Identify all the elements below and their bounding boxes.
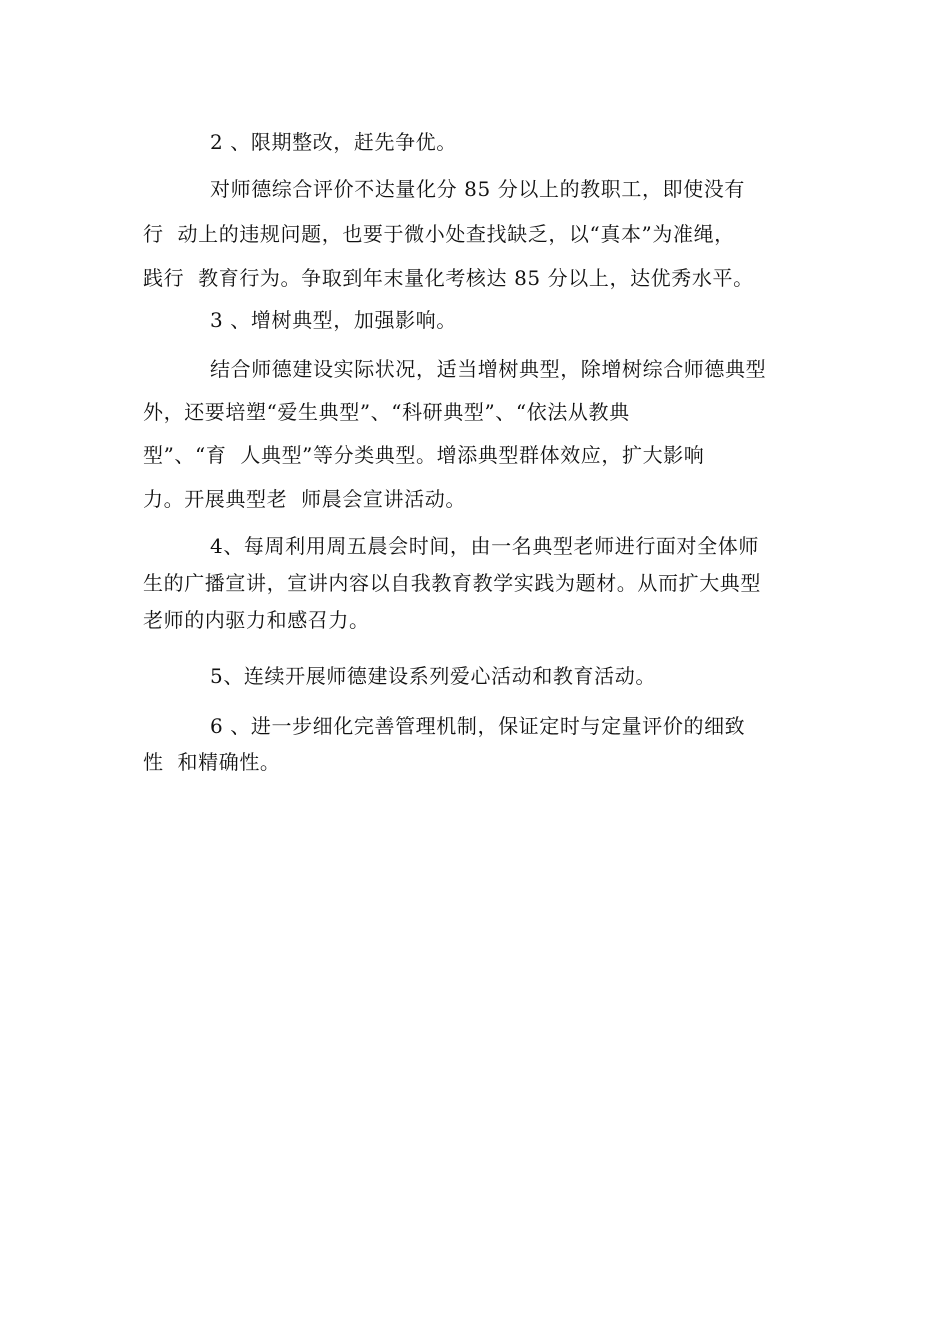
- paragraph-line: 老师的内驱力和感召力。: [143, 608, 370, 632]
- paragraph-line: 外，还要培塑“爱生典型”、“科研典型”、“依法从教典: [143, 400, 630, 424]
- paragraph-line: 性 和精确性。: [143, 750, 281, 774]
- paragraph-line: 力。开展典型老 师晨会宣讲活动。: [143, 487, 466, 511]
- section-heading-2: 2 、限期整改，赶先争优。: [210, 130, 457, 154]
- paragraph-line: 行 动上的违规问题，也要于微小处查找缺乏，以“真本”为准绳，: [143, 222, 735, 246]
- paragraph-line-6: 6 、进一步细化完善管理机制，保证定时与定量评价的细致: [210, 714, 746, 738]
- paragraph-line: 结合师德建设实际状况，适当增树典型，除增树综合师德典型: [210, 357, 767, 381]
- paragraph-line-4: 4、每周利用周五晨会时间，由一名典型老师进行面对全体师: [210, 534, 759, 558]
- paragraph-line: 践行 教育行为。争取到年末量化考核达 85 分以上，达优秀水平。: [143, 266, 754, 290]
- paragraph-line-5: 5、连续开展师德建设系列爱心活动和教育活动。: [210, 664, 656, 688]
- paragraph-line: 型”、“育 人典型”等分类典型。增添典型群体效应，扩大影响: [143, 443, 705, 467]
- section-heading-3: 3 、增树典型，加强影响。: [210, 308, 457, 332]
- paragraph-line: 对师德综合评价不达量化分 85 分以上的教职工，即使没有: [210, 177, 745, 201]
- paragraph-line: 生的广播宣讲，宣讲内容以自我教育教学实践为题材。从而扩大典型: [143, 571, 761, 595]
